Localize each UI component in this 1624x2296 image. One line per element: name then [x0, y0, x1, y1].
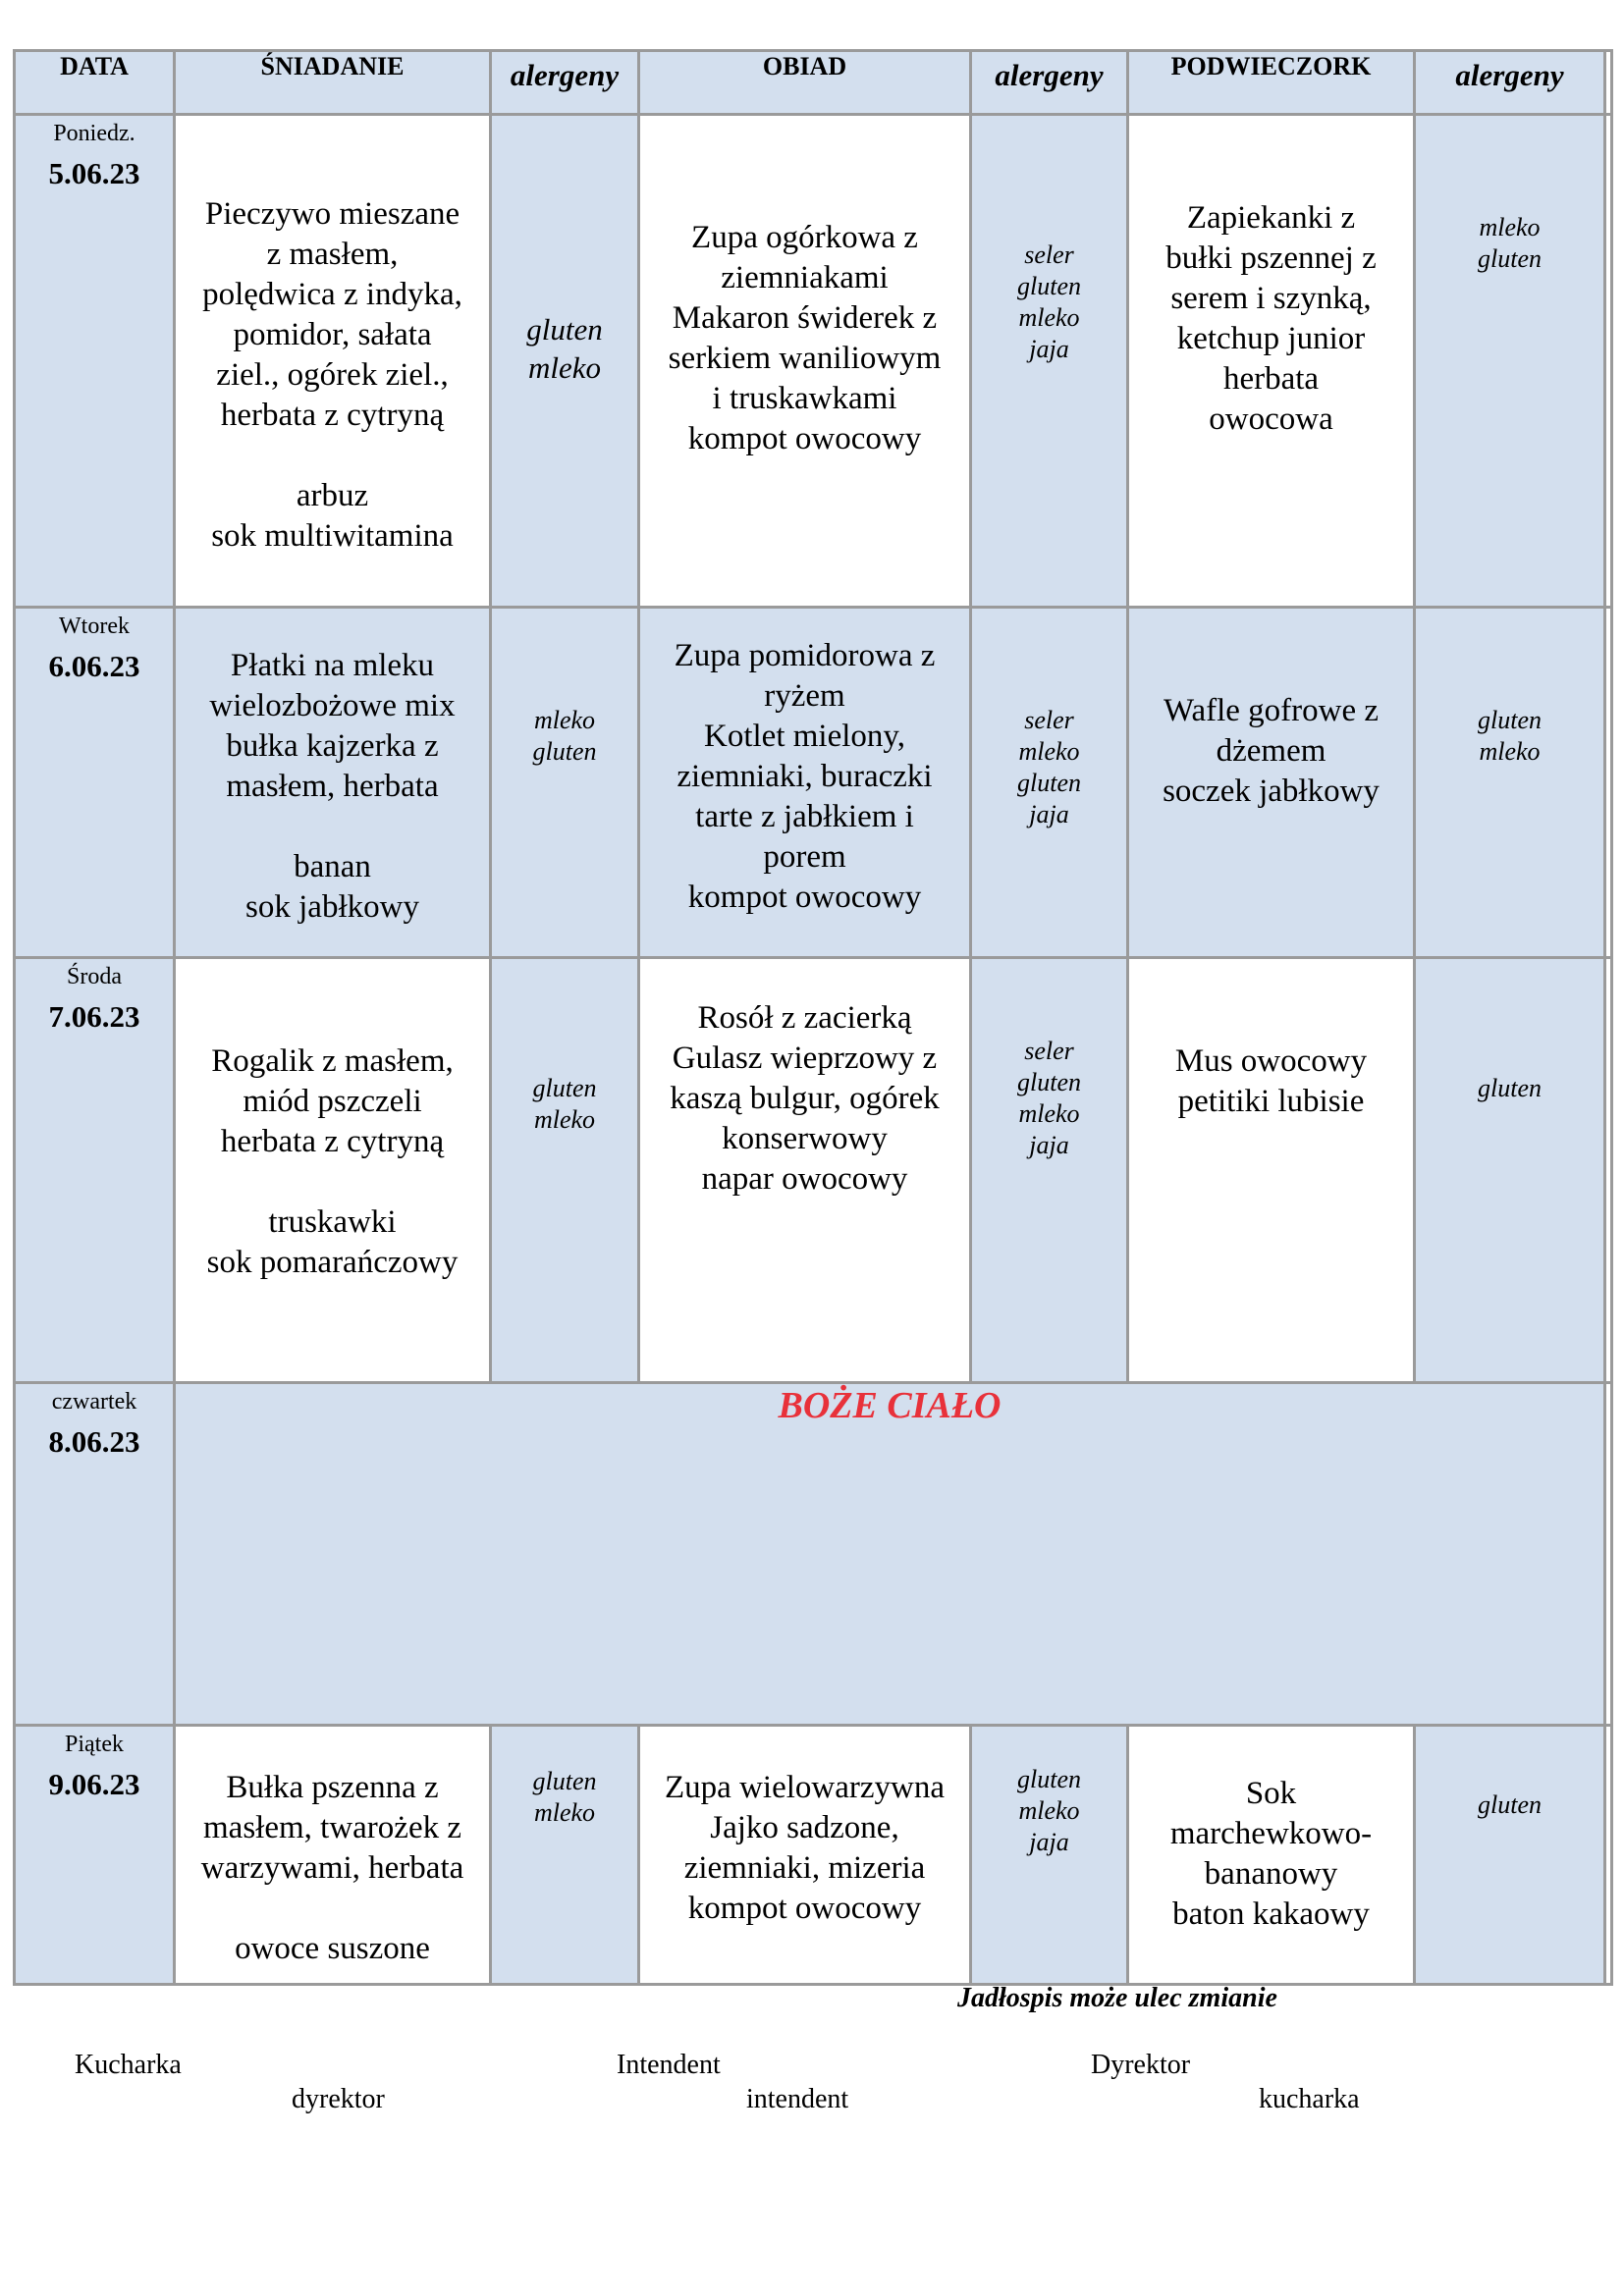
snack-allergens-cell: [1415, 115, 1605, 608]
day-row-monday: [15, 115, 1612, 608]
breakfast-cell: [175, 115, 491, 608]
header-lunch: OBIAD: [639, 51, 971, 115]
lunch-allergens-cell: [971, 115, 1128, 608]
day-name: Wtorek: [59, 614, 130, 639]
breakfast-cell: [175, 608, 491, 958]
table-edge: [1605, 1383, 1612, 1726]
day-date: 5.06.23: [48, 156, 140, 190]
snack-cell: [1128, 1726, 1415, 1985]
lunch-line: napar owocowy: [701, 1161, 908, 1197]
day-name: czwartek: [51, 1389, 137, 1415]
header-breakfast: ŚNIADANIE: [175, 51, 491, 115]
allergen: mleko: [1479, 737, 1541, 766]
snack-cell: [1128, 115, 1415, 608]
menu-change-note: Jadłospis może ulec zmianie: [957, 1983, 1277, 2013]
breakfast-line: polędwica z indyka,: [202, 277, 462, 312]
lunch-line: ziemniakami: [721, 260, 889, 295]
lunch-line: Zupa ogórkowa z: [691, 220, 918, 255]
breakfast-line: ziel., ogórek ziel.,: [216, 357, 449, 393]
allergen: seler: [1024, 706, 1074, 734]
lunch-cell: [639, 1726, 971, 1985]
breakfast-line: pomidor, sałata: [233, 317, 432, 352]
lunch-line: ziemniaki, mizeria: [683, 1850, 926, 1886]
breakfast-line: truskawki: [268, 1204, 397, 1240]
snack-line: serem i szynką,: [1170, 281, 1372, 316]
lunch-allergens-cell: [971, 958, 1128, 1383]
breakfast-line: wielozbożowe mix: [209, 688, 456, 723]
lunch-line: serkiem waniliowym: [668, 341, 942, 376]
table-edge: [1605, 608, 1612, 958]
lunch-line: i truskawkami: [712, 381, 897, 416]
day-cell: [15, 958, 175, 1383]
snack-line: soczek jabłkowy: [1163, 774, 1380, 809]
breakfast-line: Bułka pszenna z: [226, 1770, 439, 1805]
breakfast-line: masłem, herbata: [226, 769, 439, 804]
day-name: Piątek: [65, 1732, 124, 1757]
breakfast-cell: [175, 958, 491, 1383]
lunch-line: Kotlet mielony,: [704, 719, 905, 754]
spacer: [182, 1889, 483, 1929]
snack-line: ketchup junior: [1176, 321, 1366, 356]
snack-allergens-cell: [1415, 1726, 1605, 1985]
lunch-line: Gulasz wieprzowy z: [672, 1041, 938, 1076]
header-snack: PODWIECZORK: [1128, 51, 1415, 115]
snack-line: Zapiekanki z: [1186, 200, 1356, 236]
allergen: mleko: [1018, 1099, 1080, 1128]
day-date: 8.06.23: [48, 1424, 140, 1459]
snack-line: bułki pszennej z: [1165, 240, 1377, 276]
snack-line: petitiki lubisie: [1177, 1084, 1365, 1119]
snack-cell: [1128, 958, 1415, 1383]
snack-line: bananowy: [1204, 1856, 1338, 1892]
lunch-cell: [639, 608, 971, 958]
lunch-cell: [639, 115, 971, 608]
snack-line: marchewkowo-: [1169, 1816, 1373, 1851]
header-row: [15, 51, 1612, 115]
breakfast-line: banan: [294, 849, 371, 884]
breakfast-line: miód pszczeli: [243, 1084, 422, 1119]
day-date: 9.06.23: [48, 1767, 140, 1801]
allergen: gluten: [532, 1767, 597, 1795]
table-edge: [1605, 51, 1612, 115]
allergen: jaja: [1029, 335, 1069, 363]
snack-allergens-cell: [1415, 958, 1605, 1383]
breakfast-line: herbata z cytryną: [220, 1124, 445, 1159]
allergen: gluten: [1017, 1765, 1081, 1793]
lunch-line: kompot owocowy: [687, 880, 922, 915]
day-name: Środa: [67, 964, 122, 989]
signature-cook-line: dyrektor: [292, 2084, 385, 2114]
signature-director-label: Dyrektor: [1091, 2050, 1191, 2080]
table-edge: [1605, 958, 1612, 1383]
breakfast-line: Płatki na mleku: [230, 648, 435, 683]
signature-director-line: kucharka: [1259, 2084, 1360, 2114]
lunch-line: Zupa wielowarzywna: [665, 1770, 945, 1805]
day-date: 7.06.23: [48, 999, 140, 1034]
breakfast-line: Rogalik z masłem,: [211, 1043, 454, 1079]
signature-steward-line: intendent: [746, 2084, 849, 2114]
menu-table: [13, 49, 1613, 1986]
breakfast-line: masłem, twarożek z: [203, 1810, 461, 1845]
breakfast-line: sok multiwitamina: [211, 518, 454, 554]
header-allergens-lunch: alergeny: [971, 51, 1128, 115]
breakfast-allergens-cell: [491, 958, 639, 1383]
allergen: mleko: [1479, 213, 1541, 241]
breakfast-allergens-cell: [491, 1726, 639, 1985]
signature-steward-label: Intendent: [617, 2050, 721, 2080]
lunch-line: ziemniaki, buraczki: [677, 759, 933, 794]
snack-cell: [1128, 608, 1415, 958]
snack-line: herbata: [1222, 361, 1320, 397]
lunch-line: kaszą bulgur, ogórek: [670, 1081, 940, 1116]
header-allergens-snack: alergeny: [1415, 51, 1605, 115]
lunch-line: Jajko sadzone,: [710, 1810, 899, 1845]
snack-line: Sok: [1245, 1776, 1297, 1811]
allergen: mleko: [533, 1798, 596, 1827]
breakfast-line: sok pomarańczowy: [206, 1245, 459, 1280]
breakfast-line: bułka kajzerka z: [226, 728, 439, 764]
day-name: Poniedz.: [53, 121, 135, 146]
lunch-line: Rosół z zacierką: [697, 1000, 912, 1036]
allergen: jaja: [1029, 1828, 1069, 1856]
day-row-tuesday: [15, 608, 1612, 958]
day-cell: [15, 608, 175, 958]
lunch-line: konserwowy: [722, 1121, 888, 1156]
snack-line: baton kakaowy: [1172, 1896, 1370, 1932]
spacer: [182, 436, 483, 476]
allergen: mleko: [1018, 737, 1080, 766]
allergen: mleko: [533, 706, 596, 734]
table-edge: [1605, 115, 1612, 608]
day-date: 6.06.23: [48, 649, 140, 683]
day-row-wednesday: [15, 958, 1612, 1383]
lunch-line: ryżem: [764, 678, 845, 714]
allergen: seler: [1024, 240, 1074, 269]
allergen: gluten: [1478, 706, 1542, 734]
allergen: seler: [1024, 1037, 1074, 1065]
snack-line: dżemem: [1216, 733, 1326, 769]
allergen: mleko: [527, 350, 602, 385]
lunch-line: Makaron świderek z: [672, 300, 938, 336]
day-cell: [15, 1726, 175, 1985]
allergen: gluten: [1478, 244, 1542, 273]
lunch-line: kompot owocowy: [687, 1891, 922, 1926]
breakfast-line: warzywami, herbata: [200, 1850, 464, 1886]
holiday-label: BOŻE CIAŁO: [175, 1383, 1605, 1726]
allergen: gluten: [526, 312, 603, 347]
lunch-allergens-cell: [971, 608, 1128, 958]
header-date: DATA: [15, 51, 175, 115]
breakfast-line: z masłem,: [266, 237, 399, 272]
breakfast-line: owoce suszone: [235, 1931, 430, 1966]
snack-line: owocowa: [1209, 401, 1333, 437]
breakfast-allergens-cell: [491, 608, 639, 958]
breakfast-allergens-cell: [491, 115, 639, 608]
allergen: gluten: [1478, 1790, 1542, 1819]
day-row-thursday: [15, 1383, 1612, 1726]
spacer: [182, 807, 483, 847]
lunch-line: Zupa pomidorowa z: [674, 638, 936, 673]
allergen: gluten: [1017, 769, 1081, 797]
day-cell: [15, 1383, 175, 1726]
breakfast-line: Pieczywo mieszane: [204, 196, 460, 232]
signature-cook-label: Kucharka: [75, 2050, 182, 2080]
breakfast-cell: [175, 1726, 491, 1985]
allergen: gluten: [1017, 1068, 1081, 1096]
allergen: gluten: [532, 737, 597, 766]
snack-allergens-cell: [1415, 608, 1605, 958]
snack-line: Mus owocowy: [1174, 1043, 1368, 1079]
lunch-cell: [639, 958, 971, 1383]
lunch-line: kompot owocowy: [687, 421, 922, 456]
allergen: jaja: [1029, 800, 1069, 828]
day-row-friday: [15, 1726, 1612, 1985]
breakfast-line: arbuz: [296, 478, 369, 513]
allergen: gluten: [532, 1074, 597, 1102]
table-edge: [1605, 1726, 1612, 1985]
lunch-line: tarte z jabłkiem i: [695, 799, 914, 834]
allergen: mleko: [533, 1105, 596, 1134]
allergen: mleko: [1018, 1796, 1080, 1825]
allergen: mleko: [1018, 303, 1080, 332]
header-allergens-breakfast: alergeny: [491, 51, 639, 115]
spacer: [182, 1162, 483, 1202]
day-cell: [15, 115, 175, 608]
breakfast-line: herbata z cytryną: [220, 398, 445, 433]
breakfast-line: sok jabłkowy: [245, 889, 419, 925]
allergen: jaja: [1029, 1131, 1069, 1159]
lunch-allergens-cell: [971, 1726, 1128, 1985]
snack-line: Wafle gofrowe z: [1163, 693, 1380, 728]
allergen: gluten: [1017, 272, 1081, 300]
lunch-line: porem: [763, 839, 846, 875]
allergen: gluten: [1478, 1074, 1542, 1102]
